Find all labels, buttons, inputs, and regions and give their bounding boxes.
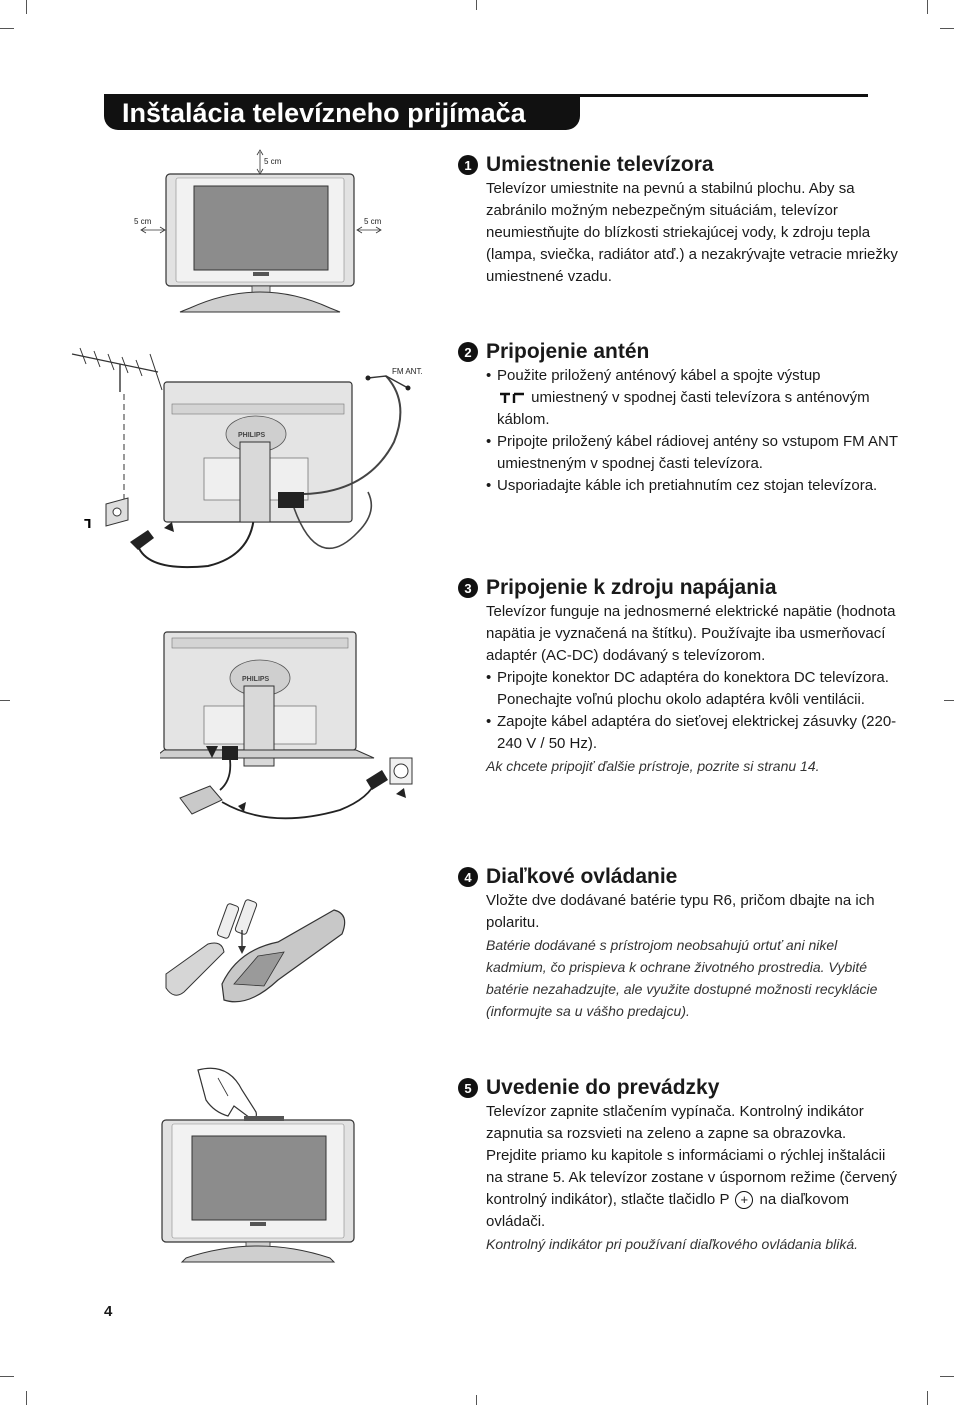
label-left-clearance: 5 cm [134,217,152,226]
section-title: Diaľkové ovládanie [486,865,678,888]
section-antenna [458,339,898,497]
step-number-badge: 5 [458,1078,478,1098]
antenna-output-icon [497,392,527,404]
bullet-item: • Usporiadajte káble ich pretiahnutím cez stojan televízora. [486,475,898,497]
label-right-clearance: 5 cm [364,217,382,226]
title-bar [104,97,580,130]
figure-power-connection [160,630,420,835]
antenna-symbol-icon: ᒣ [84,517,92,531]
label-top-clearance: 5 cm [264,157,282,166]
crop-mark [940,28,954,29]
section-paragraph: Televízor umiestnite na pevnú a stabilnú plochu. Aby sa zabránilo možným nebezpečným situáciám, televízor neumiestňujte do blízkosti striekajúcej vody, k zdroju tepla (lampa, sviečka, radiátor atď.) a nezakrývajte vetracie mriežky umiestnené vzadu. [486,180,898,285]
section-note: Ak chcete pripojiť ďalšie prístroje, pozrite si stranu 14. [486,758,820,774]
section-placement [458,152,898,288]
bullet-item: • Zapojte kábel adaptéra do sieťovej elektrickej zásuvky (220-240 V / 50 Hz). [486,711,898,755]
step-number-badge: 4 [458,867,478,887]
bullet-item: • Pripojte priložený kábel rádiovej antény so vstupom FM ANT umiestneným v spodnej časti televízora. [486,431,898,475]
crop-mark [26,0,27,14]
crop-mark [927,0,928,14]
figure-tv-placement [130,148,390,318]
page-number: 4 [104,1303,113,1320]
section-title: Pripojenie k zdroju napájania [486,576,777,599]
section-title: Uvedenie do prevádzky [486,1076,720,1099]
step-number-badge: 2 [458,342,478,362]
crop-mark [0,28,14,29]
section-note: Kontrolný indikátor pri používaní diaľkového ovládania bliká. [486,1236,859,1252]
section-paragraph: Televízor funguje na jednosmerné elektrické napätie (hodnota napätia je vyznačená na štítku). Používajte iba usmerňovací adaptér (AC-DC) dodávaný s televízorom. [486,603,896,664]
section-paragraph: Vložte dve dodávané batérie typu R6, pričom dbajte na ich polaritu. [486,892,875,931]
crop-mark [26,1391,27,1405]
fm-ant-label: FM ANT. [392,367,423,376]
paragraph-text: Televízor zapnite stlačením vypínača. Kontrolný indikátor zapnutia sa rozsvieti na zeleno a zapne sa obrazovka. Prejdite priamo ku kapitole s informáciami o rýchlej inštalácii na strane 5. Ak televízor zostane v úspornom režime (červený kontrolný indikátor), stlačte tlačidlo P [486,1103,898,1208]
section-remote [458,864,898,1022]
crop-mark [940,1376,954,1377]
bullet-text: Použite priložený anténový kábel a spojte výstup [497,367,821,384]
page-title: Inštalácia televízneho prijímača [122,98,526,128]
section-power [458,575,898,777]
brand-label: PHILIPS [238,432,266,439]
section-switch-on [458,1075,898,1255]
plus-button-icon: + [735,1191,753,1209]
brand-label: PHILIPS [242,676,270,683]
figure-remote-batteries [158,892,353,1017]
crop-mark [0,700,10,701]
bullet-item: • Pripojte konektor DC adaptéra do konektora DC televízora. Ponechajte voľnú plochu okolo adaptéra kvôli ventilácii. [486,667,898,711]
crop-mark [927,1391,928,1405]
crop-mark [944,700,954,701]
figure-switch-on [158,1060,358,1265]
crop-mark [0,1376,14,1377]
bullet-text: umiestnený v spodnej časti televízora s anténovým káblom. [497,389,870,428]
crop-mark [476,0,477,10]
paragraph-text: na diaľkovom ovládači. [486,1191,849,1230]
section-title: Pripojenie antén [486,340,650,363]
crop-mark [476,1395,477,1405]
section-title: Umiestnenie televízora [486,153,714,176]
figure-antenna-connection [68,342,438,577]
bullet-item [486,365,898,431]
step-number-badge: 1 [458,155,478,175]
section-paragraph [486,1101,898,1233]
section-note: Batérie dodávané s prístrojom neobsahujú ortuť ani nikel kadmium, čo prispieva k ochrane životného prostredia. Vybité batérie nezahadzujte, ale využite dostupné možnosti recyklácie (informujte sa u vášho predajcu). [486,937,878,1019]
step-number-badge: 3 [458,578,478,598]
